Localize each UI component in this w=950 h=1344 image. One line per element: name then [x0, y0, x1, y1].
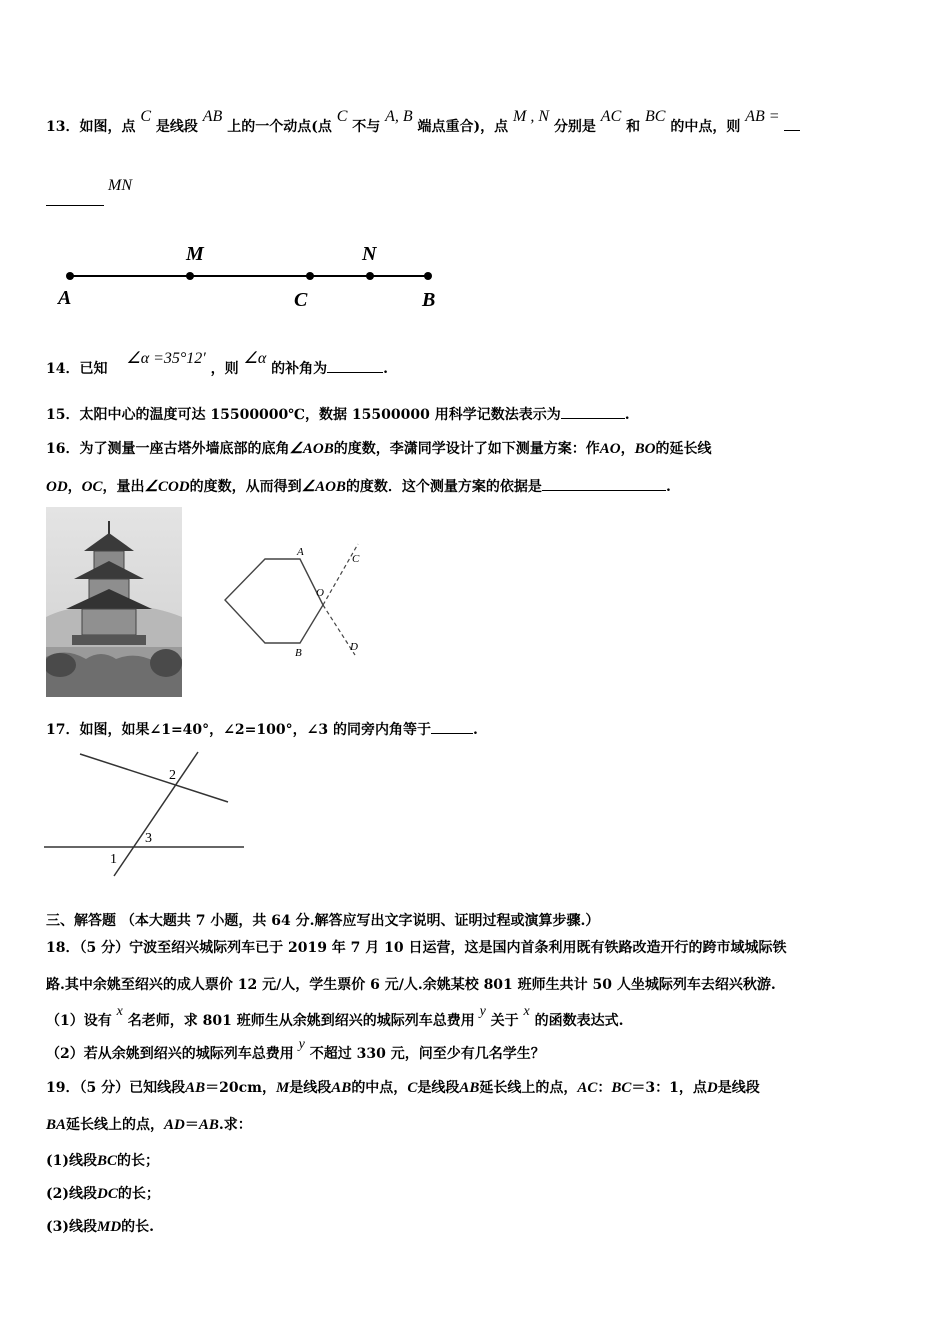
- transversal: [114, 752, 198, 876]
- q13-mn: MN: [108, 177, 132, 194]
- q15-line: 15．太阳中心的温度可达 15500000℃，数据 15500000 用科学记数法表示为 .: [46, 407, 630, 423]
- q17-answer-blank[interactable]: [431, 733, 473, 734]
- label-a: A: [297, 546, 304, 558]
- q13-line1: 13．如图，点 C 是线段 AB 上的一个动点(点 C 不与 A, B 端点重合)，点 M , N 分别是 AC 和 BC 的中点，则 AB =: [46, 116, 800, 136]
- q18-line2: 路.其中余姚至绍兴的成人票价 12 元/人，学生票价 6 元/人.余姚某校 801 班师生共计 50 人坐城际列车去绍兴秋游.: [46, 977, 776, 993]
- label-a: A: [58, 287, 72, 309]
- q14-line: 14．已知 ∠α =35°12′ ，则 ∠α 的补角为 .: [46, 350, 389, 377]
- pagoda-photo: [46, 507, 182, 697]
- q13-answer-blank-a[interactable]: [784, 130, 800, 131]
- label-b: B: [295, 647, 302, 659]
- q15-answer-blank[interactable]: [561, 418, 625, 419]
- label-c: C: [294, 289, 308, 311]
- q18-part1: （1）设有 x 名老师，求 801 班师生从余姚到绍兴的城际列车总费用 y 关于 x 的函数表达式.: [46, 1004, 624, 1029]
- label-o: O: [316, 587, 324, 599]
- q19-line2: BA延长线上的点，AD＝AB.求：: [46, 1117, 252, 1133]
- label-angle-1: 1: [110, 852, 117, 867]
- q19-sub2: (2)线段DC的长；: [46, 1186, 160, 1202]
- hexagon: [225, 559, 323, 643]
- point-m: [186, 272, 194, 280]
- q13-segment-figure: [50, 240, 450, 315]
- q19-line1: 19．（5 分）已知线段AB＝20cm，M是线段AB的中点，C是线段AB延长线上的点，AC：BC＝3：1，点D是线段: [46, 1080, 760, 1096]
- point-c: [306, 272, 314, 280]
- point-n: [366, 272, 374, 280]
- q19-sub3: (3)线段MD的长.: [46, 1219, 155, 1235]
- label-c: C: [352, 553, 360, 565]
- q16-line2: OD，OC，量出∠COD的度数，从而得到∠AOB的度数．这个测量方案的依据是 .: [46, 479, 671, 495]
- section-3-title: 三、解答题 （本大题共 7 小题，共 64 分.解答应写出文字说明、证明过程或演算步骤.）: [46, 913, 600, 929]
- q18-line1: 18．（5 分）宁波至绍兴城际列车已于 2019 年 7 月 10 日运营，这是国内首条利用既有铁路改造开行的跨市域城际铁: [46, 940, 787, 956]
- label-angle-3: 3: [145, 831, 152, 846]
- label-angle-2: 2: [169, 768, 176, 783]
- q16-line1: 16．为了测量一座古塔外墙底部的底角∠AOB的度数，李潇同学设计了如下测量方案：作AO，BO的延长线: [46, 441, 712, 457]
- label-b: B: [422, 289, 436, 311]
- q19-sub1: (1)线段BC的长；: [46, 1153, 160, 1169]
- point-b: [424, 272, 432, 280]
- q13-answer-blank-b[interactable]: [46, 205, 104, 206]
- q14-answer-blank[interactable]: [327, 372, 383, 373]
- q17-line: 17．如图，如果∠1=40°，∠2=100°，∠3 的同旁内角等于 .: [46, 722, 478, 738]
- q17-lines-figure: [44, 748, 244, 878]
- label-n: N: [362, 243, 377, 265]
- q16-hexagon-figure: [215, 535, 375, 670]
- label-m: M: [186, 243, 204, 265]
- q18-part2: （2）若从余姚到绍兴的城际列车总费用 y 不超过 330 元，问至少有几名学生？: [46, 1037, 545, 1062]
- label-d: D: [350, 641, 358, 653]
- line-upper: [80, 754, 228, 802]
- point-a: [66, 272, 74, 280]
- q16-answer-blank[interactable]: [542, 490, 666, 491]
